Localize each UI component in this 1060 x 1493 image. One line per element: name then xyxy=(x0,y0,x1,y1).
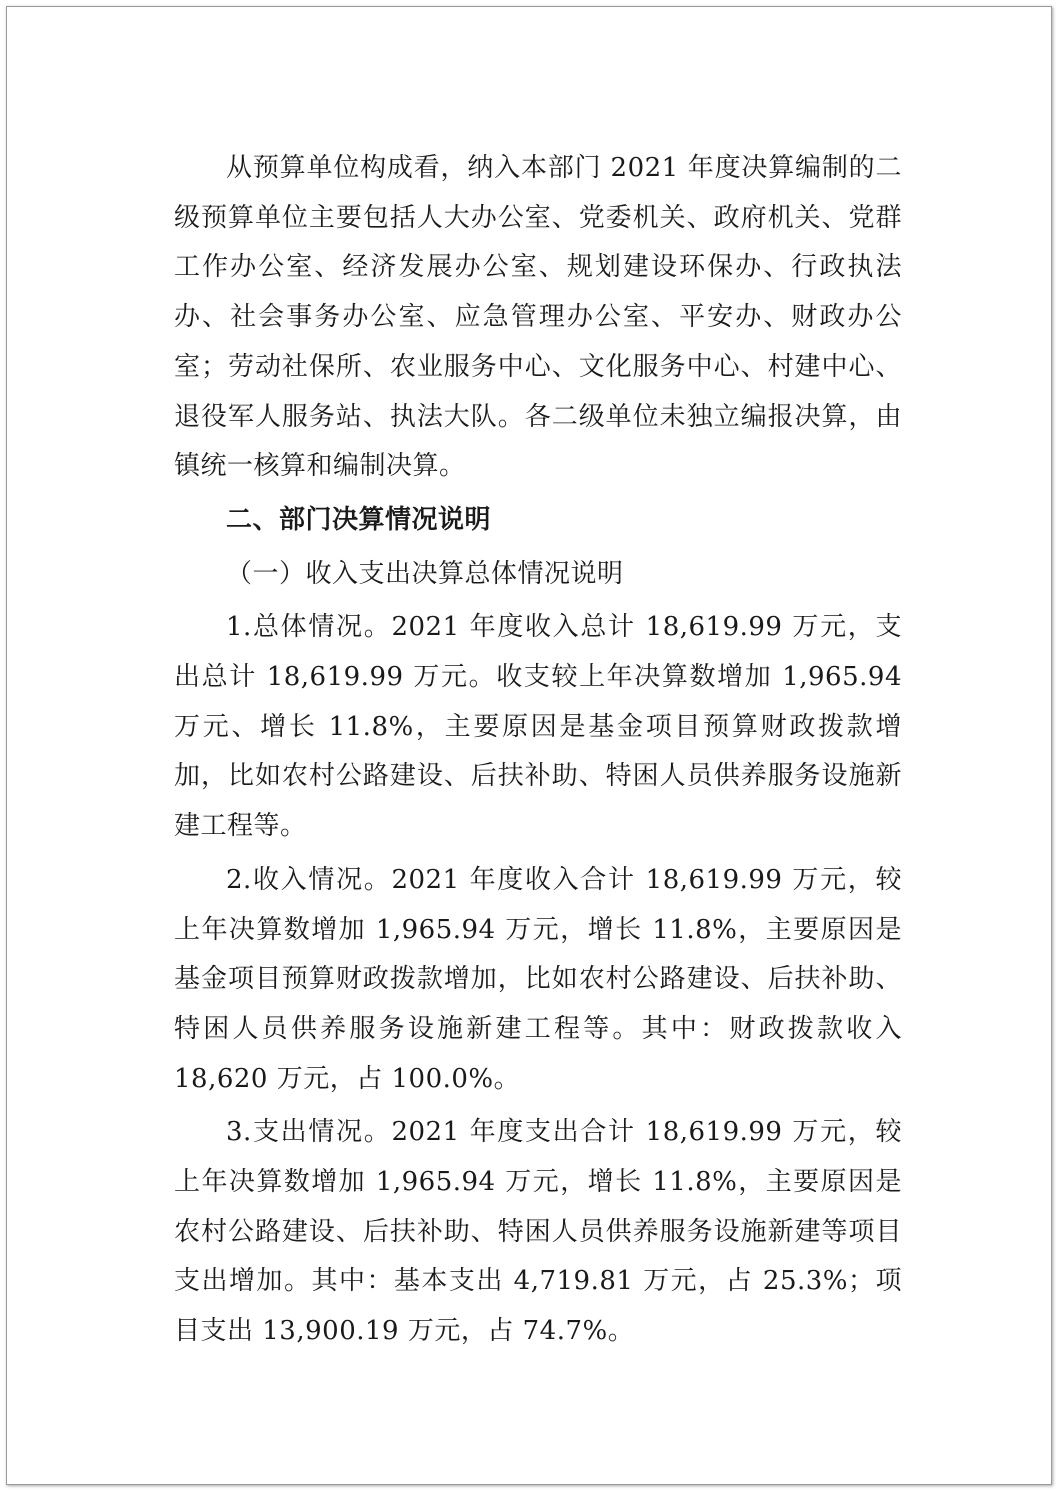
document-page xyxy=(6,6,1052,1485)
section-heading: 二、部门决算情况说明 xyxy=(226,504,492,535)
paragraph-income: 2.收入情况。2021 年度收入合计 18,619.99 万元，较上年决算数增加 1,965.94 万元，增长 11.8%，主要原因是基金项目预算财政拨款增加，比如农村公路建设、后扶补助、特困人员供养服务设施新建工程等。其中：财政拨款收入 18,620 万元，占 100.0%。 xyxy=(174,864,902,1094)
subsection-heading: （一）收入支出决算总体情况说明 xyxy=(226,558,624,589)
paragraph-overall: 1.总体情况。2021 年度收入总计 18,619.99 万元，支出总计 18,619.99 万元。收支较上年决算数增加 1,965.94 万元、增长 11.8%，主要原因是基金项目预算财政拨款增加，比如农村公路建设、后扶补助、特困人员供养服务设施新建工程等。 xyxy=(174,612,902,842)
paragraph-budget-units: 从预算单位构成看，纳入本部门 2021 年度决算编制的二级预算单位主要包括人大办公室、党委机关、政府机关、党群工作办公室、经济发展办公室、规划建设环保办、行政执法办、社会事务办公室、应急管理办公室、平安办、财政办公室；劳动社保所、农业服务中心、文化服务中心、村建中心、退役军人服务站、执法大队。各二级单位未独立编报决算，由镇统一核算和编制决算。 xyxy=(174,153,902,482)
paragraph-expenditure: 3.支出情况。2021 年度支出合计 18,619.99 万元，较上年决算数增加 1,965.94 万元，增长 11.8%，主要原因是农村公路建设、后扶补助、特困人员供养服务设施新建等项目支出增加。其中：基本支出 4,719.81 万元，占 25.3%；项目支出 13,900.19 万元，占 74.7%。 xyxy=(174,1117,902,1347)
document-body xyxy=(174,144,902,1357)
